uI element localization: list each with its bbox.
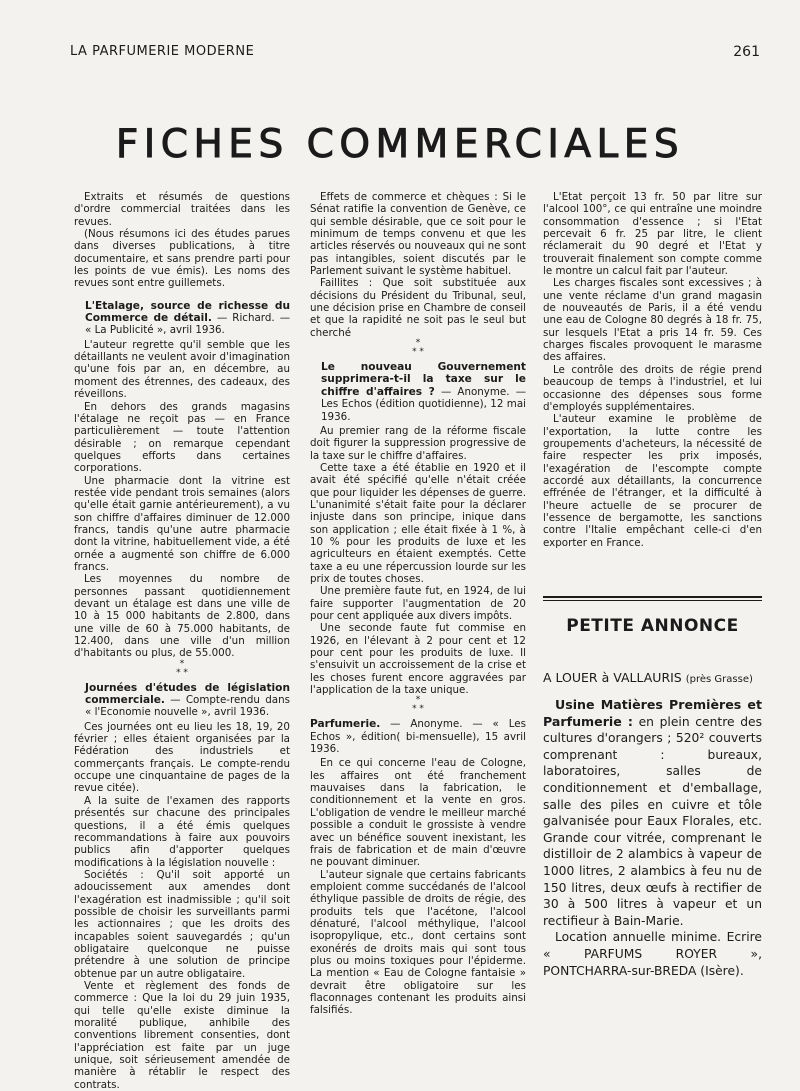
asterism-separator: * * * <box>412 338 424 358</box>
article-etalage <box>74 300 290 660</box>
section-rule <box>543 600 762 601</box>
page-number: 261 <box>733 44 760 60</box>
journal-title: LA PARFUMERIE MODERNE <box>70 44 255 59</box>
article-parfumerie <box>310 718 526 1016</box>
article-paragraph: Effets de commerce et chèques : Si le Sénat ratifie la convention de Genève, ce qui semble désirable, que ce soit pour le minimum de temps convenu et que les articles réservés ou nouveaux qui ne sont pas intangibles, soient discutés par le Parlement suivant le système habituel. <box>310 191 526 278</box>
running-head <box>70 44 760 64</box>
article-paragraph: Ces journées ont eu lieu les 18, 19, 20 février ; elles étaient organisées par la Fédération des industriels et commerçants français. Le compte-rendu occupe une cinquantaine de pages de la revue citée). <box>74 720 290 795</box>
ad-location <box>543 670 762 685</box>
asterism-separator: * * * <box>412 695 424 715</box>
article-journees <box>74 682 290 1091</box>
column-1 <box>74 191 290 1091</box>
article-paragraph: Une seconde faute fut commise en 1926, en l'élevant à 2 pour cent et 12 pour cent pour les produits de luxe. Il s'ensuivit un accroissement de la crise et les choses furent encore aggravées par l'application de la taxe unique. <box>310 622 526 697</box>
ad-lead: Usine Matières Premières et Parfumerie : <box>543 697 762 729</box>
article-paragraph: Au premier rang de la réforme fiscale doit figurer la suppression progressive de la taxe sur le chiffre d'affaires. <box>310 424 526 462</box>
article-heading <box>74 682 290 719</box>
article-source: — Anonyme. — Les Echos (édition quotidienne), 12 mai 1936. <box>321 385 526 423</box>
article-paragraph: Cette taxe a été établie en 1920 et il avait été spécifié qu'elle n'était créée que pour liquider les dépenses de guerre. L'unanimité s'était faite pour la déclarer injuste dans son principe, inique dans son application ; elle était fixée à 1 %, à 10 % pour les produits de luxe et les agriculteurs en étaient exemptés. Cette taxe a eu une répercussion lourde sur les prix de toutes choses. <box>310 461 526 585</box>
ad-title: PETITE ANNONCE <box>566 616 739 636</box>
article-paragraph: Une première faute fut, en 1924, de lui faire supporter l'augmentation de 20 pour cent appliquée aux divers impôts. <box>310 585 526 622</box>
article-paragraph: Sociétés : Qu'il soit apporté un adoucissement aux amendes dont l'exagération est inadmissible ; qu'il soit possible de choisir les surveillants parmi les actionnaires ; que les droits des incapables soient sauvegardés ; qu'un obligataire quelconque ne puisse prétendre à une solution de principe obtenue par un autre obligataire. <box>74 868 290 980</box>
intro-paragraph: (Nous résumons ici des études parues dans diverses publications, à titre documentaire, et sans prendre parti pour les points de vue émis). Les noms des revues sont entre guillemets. <box>74 228 290 290</box>
article-source: — Richard. — « La Publicité », avril 1936. <box>85 312 290 337</box>
article-paragraph: L'auteur examine le problème de l'exportation, la lutte contre les groupements d'acheteurs, la nécessité de faire respecter les prix imposés, l'exagération de l'escompte compte accordé aux détaillants, la concurrence effrénée de l'étranger, et la difficulté à l'heure actuelle de se procurer de l'essence de bergamotte, les sanctions contre l'Italie empêchant celle-ci d'en exporter en France. <box>543 413 762 549</box>
article-title: Journées d'études de législation commerciale. <box>85 681 290 707</box>
article-paragraph: En ce qui concerne l'eau de Cologne, les affaires ont été franchement mauvaises dans la fabrication, le conditionnement et la vente en gros. L'obligation de vendre le meilleur marché possible a conduit le grossiste à vendre avec un bénéfice souvent inexistant, les frais de fabrication et de main d'œuvre ne pouvant diminuer. <box>310 757 526 869</box>
column-2 <box>310 191 526 1017</box>
ad-location-note: (près Grasse) <box>685 674 753 685</box>
article-paragraph: Le contrôle des droits de régie prend beaucoup de temps à l'industriel, et lui occasionne des dépenses sous forme d'employés supplémentaires. <box>543 363 762 413</box>
ad-location-text: A LOUER à VALLAURIS <box>543 670 682 685</box>
article-paragraph: Faillites : Que soit substituée aux décisions du Président du Tribunal, seul, une décision prise en Chambre de conseil et que la rapidité ne soit pas le seul but cherché <box>310 277 526 339</box>
article-title: Le nouveau Gouvernement supprimera-t-il la taxe sur le chiffre d'affaires ? <box>321 361 526 398</box>
ad-text: en plein centre des cultures d'orangers ; 520² couverts comprenant : bureaux, laboratoires, salles de conditionnement et d'emballage, salle des piles en cuivre et tôle galvanisée pour Eaux Florales, etc. Grande cour vitrée, comprenant le distilloir de 2 alambics à vapeur de 1000 litres, 2 alambics à feu nu de 150 litres, deux œufs à rectifier de 30 à 500 litres à vapeur et un rectifieur à Bain-Marie. <box>543 714 763 928</box>
article-title: L'Etalage, source de richesse du Commerce de détail. <box>85 299 290 325</box>
asterism-separator: * * * <box>176 658 188 678</box>
article-paragraph: L'auteur signale que certains fabricants emploient comme succédanés de l'alcool éthylique passible de droits de régie, des produits tels que l'acétone, l'alcool dénaturé, l'alcool méthylique, l'alcool isopropylique, etc., dont certains sont exonérés de droits mais qui sont tous plus ou moins toxiques pour l'épiderme. La mention « Eau de Cologne fantaisie » devrait être obligatoire sur les flaconnages contenant les produits ainsi falsifiés. <box>310 868 526 1017</box>
article-paragraph: Les moyennes du nombre de personnes passant quotidiennement devant un étalage est dans une ville de 10 à 15 000 habitants de 2.800, dans une ville de 60 à 75.000 habitants, de 12.400, dans une ville d'un million d'habitants ou plus, de 55.000. <box>74 573 290 660</box>
article-title: Parfumerie. <box>310 718 381 731</box>
article-paragraph: Une pharmacie dont la vitrine est restée vide pendant trois semaines (alors qu'elle était garnie antérieurement), a vu son chiffre d'affaires diminuer de 12.000 francs, tandis qu'une autre pharmacie dont la vitrine, habituellement vide, a été ornée a augmenté son chiffre de 6.000 francs. <box>74 474 290 573</box>
article-heading <box>74 300 290 337</box>
page-title: FICHES COMMERCIALES <box>115 122 685 167</box>
article-paragraph: L'Etat perçoit 13 fr. 50 par litre sur l'alcool 100°, ce qui entraîne une moindre consommation d'essence ; si l'Etat percevait 6 fr. 25 par litre, le client réclamerait du 90 degré et l'Etat y trouverait finalement son compte comme le montre un calcul fait par l'auteur. <box>543 191 762 278</box>
article-paragraph: Vente et règlement des fonds de commerce : Que la loi du 29 juin 1935, qui telle qu'elle existe diminue la moralité publique, anhibile des conventions librement consenties, dont l'appréciation est faite par un juge unique, soit sérieusement amendée de manière à rétablir le respect des contrats. <box>74 979 290 1091</box>
article-source: — Anonyme. — « Les Echos », édition( bi-mensuelle), 15 avril 1936. <box>310 718 526 756</box>
article-paragraph: A la suite de l'examen des rapports présentés sur chacune des principales questions, il a été émis quelques recommandations à faire aux pouvoirs publics afin d'apporter quelques modifications à la législation nouvelle : <box>74 794 290 869</box>
ad-description <box>543 697 762 929</box>
section-rule <box>543 596 762 598</box>
article-heading <box>310 361 526 423</box>
article-paragraph: Les charges fiscales sont excessives ; à une vente réclame d'un grand magasin de nouveautés de Paris, il a été vendu une eau de Cologne 80 degrés à 18 fr. 75, sur lesquels l'Etat a pris 14 fr. 59. Ces charges fiscales provoquent le marasme des affaires. <box>543 277 762 364</box>
ad-contact: Location annuelle minime. Ecrire « PARFUMS ROYER », PONTCHARRA-sur-BREDA (Isère). <box>543 930 762 978</box>
article-paragraph: En dehors des grands magasins l'étalage ne reçoit pas — en France particulièrement — toute l'attention désirable ; on remarque cependant quelques efforts dans certaines corporations. <box>74 400 290 475</box>
article-source: — Compte-rendu dans « l'Economie nouvelle », avril 1936. <box>85 694 290 719</box>
article-heading <box>310 718 526 755</box>
intro-paragraph: Extraits et résumés de questions d'ordre commercial traitées dans les revues. <box>74 191 290 228</box>
column-3 <box>543 191 762 549</box>
article-paragraph: L'auteur regrette qu'il semble que les détaillants ne veulent avoir d'imagination qu'une fois par an, en décembre, au moment des étrennes, des cadeaux, des réveillons. <box>74 338 290 401</box>
ad-body <box>543 697 762 979</box>
article-taxe <box>310 361 526 696</box>
